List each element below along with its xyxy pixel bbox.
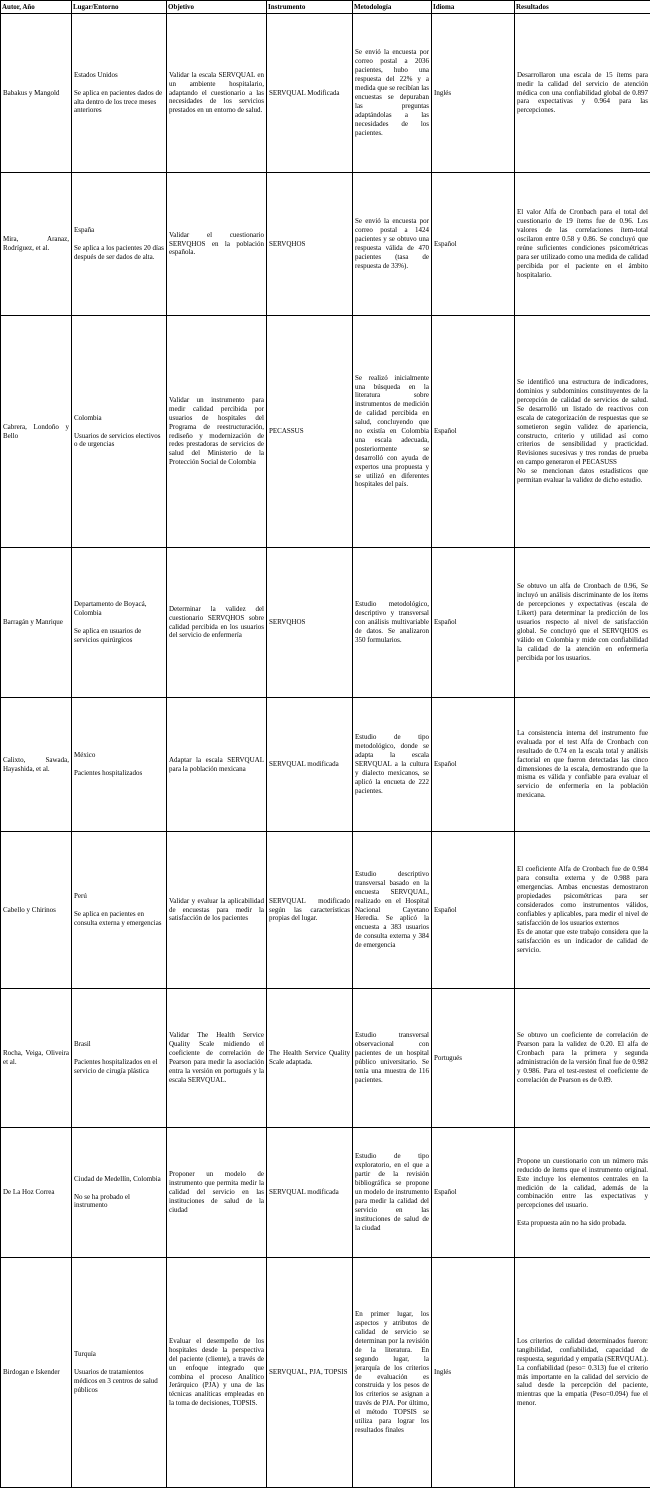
cell-objetivo: Validar un instrumento para medir calidad percibida por usuarios de hospitales del Programa de reestructuración, rediseño y modernización de redes prestadoras de servicios de salud del Ministerio de la Protección Social de Colombia: [167, 316, 267, 548]
lugar-context: No se ha probado el instrumento: [74, 1193, 164, 1211]
lugar-context: Pacientes hospitalizados en el servicio de cirugía plástica: [74, 1058, 164, 1076]
header-metodologia: Metodología: [353, 1, 432, 14]
cell-idioma: Español: [432, 548, 515, 698]
resultados-text: Desarrollaron una escala de 15 ítems para medir la calidad del servicio de atención médica con una confiabilidad global de 0.897 para expectativas y 0.964 para las percepciones.: [517, 71, 648, 116]
table-row: [1, 832, 650, 989]
resultados-text: Se obtuvo un alfa de Cronbach de 0.96, Se incluyó un análisis discriminante de los ítems de percepciones y expectativas (escala de Likert) para determinar la predicción de los usuarios respecto al nivel de satisfacción global. Se concluyó que el SERVQHOS es válido en Colombia y mide con confiabilidad la calidad de la atención en enfermería percibida por los usuarios.: [517, 582, 648, 662]
cell-autor: Rocha, Veiga, Oliveira et al.: [1, 989, 72, 1128]
table-row: [1, 173, 650, 316]
resultados-note: Es de anotar que este trabajo considera que la satisfacción es un indicador de calidad de servicio.: [517, 928, 648, 955]
cell-idioma: Español: [432, 173, 515, 316]
cell-objetivo: Proponer un modelo de instrumento que permita medir la calidad del servicio en las instituciones de salud de la ciudad: [167, 1128, 267, 1258]
cell-objetivo: Validar el cuestionario SERVQHOS en la población española.: [167, 173, 267, 316]
cell-objetivo: Evaluar el desempeño de los hospitales desde la perspectiva del paciente (cliente), a través de un enfoque integrado que combina el proceso Analítico Jerárquico (PJA) y una de las técnicas analíticas empleadas en la toma de decisiones, TOPSIS.: [167, 1258, 267, 1488]
lugar-context: Pacientes hospitalizados: [74, 769, 164, 778]
cell-metodologia: Estudio metodológico, descriptivo y transversal con análisis multivariable de datos. Se analizaron 350 formularios.: [353, 548, 432, 698]
header-instrumento: Instrumento: [267, 1, 353, 14]
lugar-context: Usuarios de servicios electivos o de urgencias: [74, 432, 164, 450]
lugar-place: Turquía: [74, 1350, 164, 1359]
cell-idioma: Español: [432, 698, 515, 832]
lugar-place: Estados Unidos: [74, 71, 164, 80]
table-row: [1, 548, 650, 698]
cell-lugar: [72, 316, 167, 548]
table-row: [1, 14, 650, 173]
cell-idioma: Inglés: [432, 1258, 515, 1488]
cell-autor: Mira, Aranaz, Rodríguez, et al.: [1, 173, 72, 316]
cell-metodologia: Se realizó inicialmente una búsqueda en la literatura sobre instrumentos de medición de calidad percibida en salud, concluyendo que no existía en Colombia una escala adecuada, posteriormente se desarrolló con ayuda de expertos una propuesta y se utilizó en diferentes hospitales del país.: [353, 316, 432, 548]
cell-instrumento: SERVQUAL modificada: [267, 698, 353, 832]
cell-metodologia: En primer lugar, los aspectos y atributos de calidad de servicio se determinan por la revisión de la literatura. En segundo lugar, la jerarquía de los criterios de evaluación es construida y los pesos de los criterios se asignan a través de PJA. Por último, el método TOPSIS se utiliza para lograr los resultados finales: [353, 1258, 432, 1488]
resultados-text: Se obtuvo un coeficiente de correlación de Pearson para la validez de 0.20. El alfa de Cronbach para la primera y segunda administración de la versión final fue de 0.982 y 0.986. Para el test-restest el coeficiente de correlación de Pearson es de 0.89.: [517, 1031, 648, 1084]
resultados-text: Se identificó una estructura de indicadores, dominios y subdominios constituyentes de la percepción de calidad de servicios de salud. Se desarrolló un listado de reactivos con escala de categorización de respuestas que se sometieron según validez de apariencia, constructo, criterio y utilidad así como criterios de sensibilidad y practicidad. Revisiones sucesivas y tres rondas de prueba en campo generaron el PECASUSS: [517, 378, 648, 467]
cell-lugar: [72, 1258, 167, 1488]
cell-metodologia: Estudio de tipo metodológico, donde se adapta la escala SERVQUAL a la cultura y dialecto mexicanos, se aplicó la encueta de 222 pacientes.: [353, 698, 432, 832]
cell-autor: Calixto, Sawada, Hayashida, et al.: [1, 698, 72, 832]
header-idioma: Idioma: [432, 1, 515, 14]
header-autor: Autor, Año: [1, 1, 72, 14]
cell-resultados: [515, 832, 650, 989]
lugar-place: Brasil: [74, 1040, 164, 1049]
header-resultados: Resultados: [515, 1, 650, 14]
cell-instrumento: SERVQUAL Modificada: [267, 14, 353, 173]
header-objetivo: Objetivo: [167, 1, 267, 14]
cell-objetivo: Validar la escala SERVQUAL en un ambiente hospitalario, adaptando el cuestionario a las necesidades de los servicios prestados en un entorno de salud.: [167, 14, 267, 173]
cell-lugar: [72, 173, 167, 316]
cell-resultados: [515, 548, 650, 698]
lugar-place: España: [74, 226, 164, 235]
resultados-text: El valor Alfa de Cronbach para el total del cuestionario de 19 ítems fue de 0.96. Los valores de las correlaciones ítem-total oscilaron entre 0.58 y 0.86. Se concluyó que reúne suficientes condiciones psicométricas para ser utilizado como una medida de calidad percibida por el paciente en el ámbito hospitalario.: [517, 208, 648, 279]
cell-objetivo: Adaptar la escala SERVQUAL para la población mexicana: [167, 698, 267, 832]
cell-autor: Cabrera, Londoño y Bello: [1, 316, 72, 548]
cell-resultados: [515, 316, 650, 548]
cell-autor: Birdogan e Iskender: [1, 1258, 72, 1488]
cell-instrumento: PECASSUS: [267, 316, 353, 548]
table-row: [1, 698, 650, 832]
cell-objetivo: Validar y evaluar la aplicabilidad de encuestas para medir la satisfacción de los pacientes: [167, 832, 267, 989]
cell-idioma: Español: [432, 1128, 515, 1258]
table-row: [1, 316, 650, 548]
table-row: [1, 989, 650, 1128]
cell-lugar: [72, 1128, 167, 1258]
lugar-context: Se aplica en pacientes en consulta externa y emergencias: [74, 910, 164, 928]
cell-metodologia: Estudio de tipo exploratorio, en el que a partir de la revisión bibliográfica se propone un modelo de instrumento para medir la calidad del servicio en las instituciones de salud de la ciudad: [353, 1128, 432, 1258]
cell-instrumento: SERVQUAL modificada: [267, 1128, 353, 1258]
resultados-text: Propone un cuestionario con un número más reducido de ítems que el instrumento original. Este incluye los elementos centrales en la medición de la calidad, además de la combinación entre las expectativas y percepciones del usuario.: [517, 1157, 648, 1210]
cell-idioma: Español: [432, 316, 515, 548]
cell-resultados: [515, 1258, 650, 1488]
cell-lugar: [72, 698, 167, 832]
lugar-place: Colombia: [74, 414, 164, 423]
cell-objetivo: Determinar la validez del cuestionario SERVQHOS sobre calidad percibida en los usuarios del servicio de enfermería: [167, 548, 267, 698]
lugar-context: Se aplica a los pacientes 20 días después de ser dados de alta.: [74, 244, 164, 262]
cell-autor: Barragán y Manrique: [1, 548, 72, 698]
table-row: [1, 1258, 650, 1488]
cell-lugar: [72, 832, 167, 989]
cell-instrumento: The Health Service Quality Scale adaptada.: [267, 989, 353, 1128]
resultados-text: Los criterios de calidad determinados fueron: tangibilidad, confiabilidad, capacidad de respuesta, seguridad y empatía (SERVQUAL). La confiabilidad (peso= 0.313) fue el criterio más importante en la calidad del servicio de salud desde la percepción del paciente, mientras que la empatía (Peso=0.094) fue el menor.: [517, 1337, 648, 1408]
cell-resultados: [515, 989, 650, 1128]
cell-metodologia: Estudio descriptivo transversal basado en la encuesta SERVQUAL, realizado en el Hospital Nacional Cayetano Heredia. Se aplicó la encuesta a 383 usuarios de consulta externa y 384 de emergencia: [353, 832, 432, 989]
resultados-text: La consistencia interna del instrumento fue evaluada por el test Alfa de Cronbach con resultado de 0.74 en la escala total y análisis factorial en que fueron detectadas las cinco dimensiones de la escala, demostrando que la misma es válida y confiable para evaluar el servicio de enfermería en la población mexicana.: [517, 729, 648, 800]
cell-autor: Babakus y Mangold: [1, 14, 72, 173]
cell-instrumento: SERVQUAL modificado según las características propias del lugar.: [267, 832, 353, 989]
cell-metodologia: Estudio transversal observacional con pacientes de un hospital público universitario. Se tenía una muestra de 116 pacientes.: [353, 989, 432, 1128]
cell-resultados: [515, 698, 650, 832]
lugar-place: Perú: [74, 892, 164, 901]
cell-autor: De La Hoz Correa: [1, 1128, 72, 1258]
cell-objetivo: Validar The Health Service Quality Scale midiendo el coeficiente de correlación de Pearson para medir la asociación entra la versión en portugués y la escala SERVQUAL.: [167, 989, 267, 1128]
lugar-context: Se aplica en pacientes dados de alta dentro de los trece meses anteriores: [74, 89, 164, 116]
lugar-place: Departamento de Boyacá, Colombia: [74, 600, 164, 618]
cell-lugar: [72, 989, 167, 1128]
cell-resultados: [515, 1128, 650, 1258]
resultados-text: El coeficiente Alfa de Cronbach fue de 0.984 para consulta externa y de 0.988 para emergencias. Ambas encuestas demostraron propiedades psicométricas para ser considerados como instrumentos válidos, confiables y aplicables, para medir el nivel de satisfacción de los usuarios externos: [517, 865, 648, 927]
cell-resultados: [515, 14, 650, 173]
table-row: [1, 1128, 650, 1258]
lugar-context: Usuarios de tratamientos médicos en 3 centros de salud públicos: [74, 1368, 164, 1395]
cell-lugar: [72, 548, 167, 698]
header-lugar: Lugar/Entorno: [72, 1, 167, 14]
lugar-place: Ciudad de Medellín, Colombia: [74, 1175, 164, 1184]
table-header-row: [1, 1, 650, 14]
cell-idioma: Portugués: [432, 989, 515, 1128]
cell-instrumento: SERVQHOS: [267, 173, 353, 316]
cell-resultados: [515, 173, 650, 316]
lugar-context: Se aplica en usuarios de servicios quirúrgicos: [74, 627, 164, 645]
cell-metodologia: Se envió la encuesta por correo postal a 1424 pacientes y se obtuvo una respuesta válida de 470 pacientes (tasa de respuesta de 33%).: [353, 173, 432, 316]
cell-metodologia: Se envió la encuesta por correo postal a 2036 pacientes, hubo una respuesta del 22% y a medida que se recibían las encuestas se depuraban las preguntas adaptándolas a las necesidades de los pacientes.: [353, 14, 432, 173]
cell-idioma: Inglés: [432, 14, 515, 173]
resultados-note: No se mencionan datos estadísticos que permitan evaluar la validez de dicho estudio.: [517, 467, 648, 485]
cell-idioma: Español: [432, 832, 515, 989]
cell-autor: Cabello y Chirinos: [1, 832, 72, 989]
cell-lugar: [72, 14, 167, 173]
lugar-place: México: [74, 751, 164, 760]
resultados-note: Esta propuesta aún no ha sido probada.: [517, 1219, 648, 1228]
cell-instrumento: SERVQUAL, PJA, TOPSIS: [267, 1258, 353, 1488]
cell-instrumento: SERVQHOS: [267, 548, 353, 698]
